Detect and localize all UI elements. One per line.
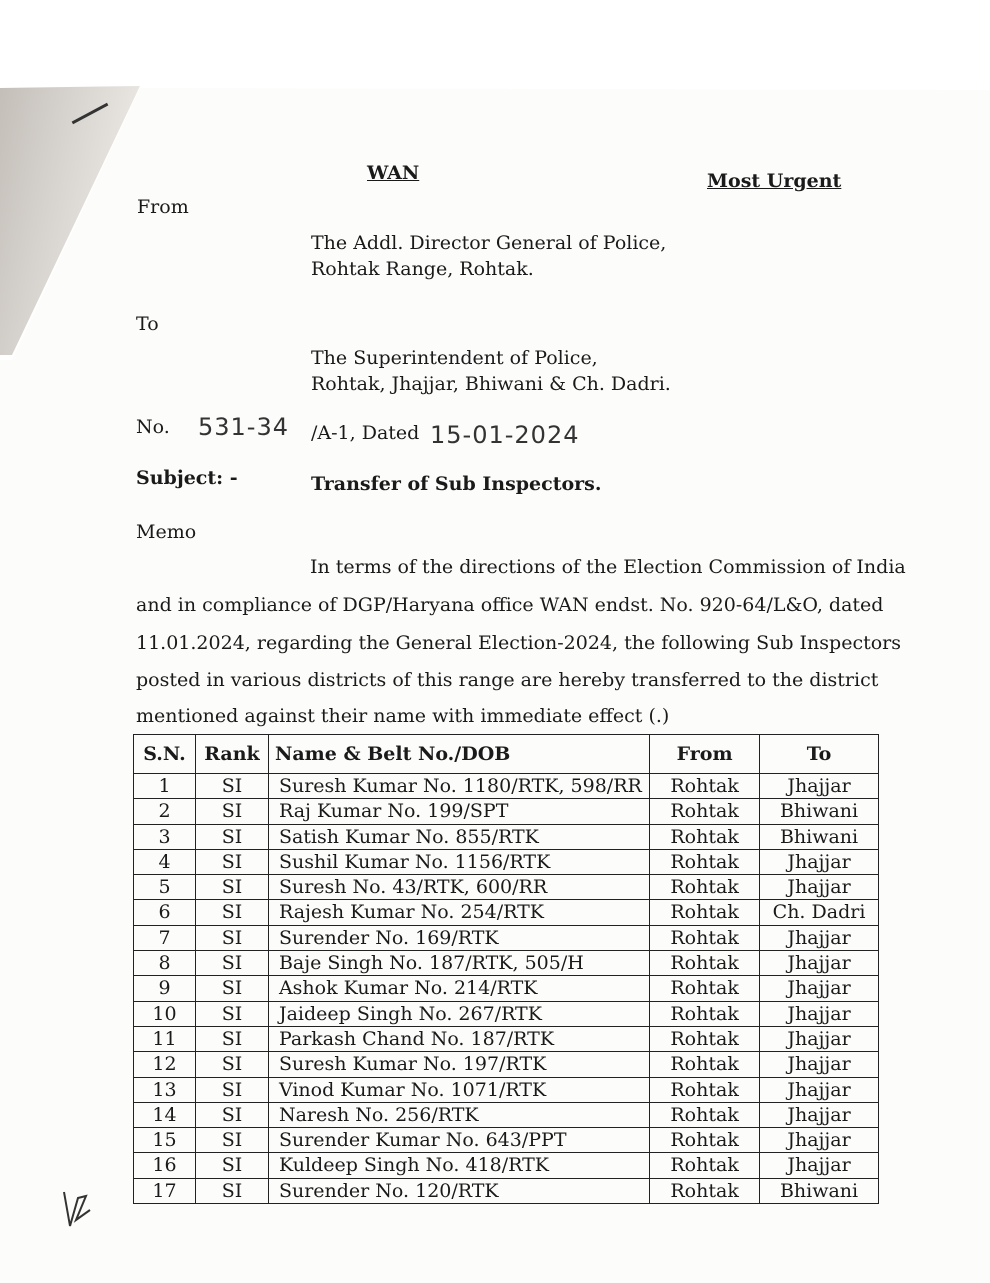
- priority-heading: Most Urgent: [707, 170, 842, 192]
- cell-to: Jhajjar: [760, 1052, 879, 1077]
- cell-name-belt: Surender Kumar No. 643/PPT: [268, 1128, 649, 1153]
- cell-from: Rohtak: [650, 1077, 760, 1102]
- cell-sn: 2: [134, 799, 196, 824]
- table-row: [134, 849, 879, 874]
- cell-name-belt: Satish Kumar No. 855/RTK: [268, 824, 649, 849]
- cell-to: Jhajjar: [760, 976, 879, 1001]
- cell-rank: SI: [195, 799, 268, 824]
- memo-line: mentioned against their name with immediate effect (.): [136, 705, 670, 727]
- cell-name-belt: Surender No. 120/RTK: [268, 1178, 649, 1203]
- table-row: [134, 1077, 879, 1102]
- cell-from: Rohtak: [650, 1178, 760, 1203]
- cell-from: Rohtak: [650, 951, 760, 976]
- cell-to: Bhiwani: [760, 824, 879, 849]
- to-line-1: The Superintendent of Police,: [311, 347, 598, 369]
- table-row: [134, 1052, 879, 1077]
- cell-to: Bhiwani: [760, 1178, 879, 1203]
- cell-rank: SI: [195, 1178, 268, 1203]
- initials-scribble: [56, 1188, 96, 1238]
- reference-label: No.: [136, 416, 170, 438]
- table-row: [134, 1001, 879, 1026]
- subject-text: Transfer of Sub Inspectors.: [311, 473, 602, 495]
- cell-sn: 13: [134, 1077, 196, 1102]
- cell-to: Bhiwani: [760, 799, 879, 824]
- cell-to: Ch. Dadri: [760, 900, 879, 925]
- subject-label: Subject: -: [136, 467, 238, 489]
- table-header-row: [134, 735, 879, 774]
- table-row: [134, 875, 879, 900]
- cell-name-belt: Baje Singh No. 187/RTK, 505/H: [268, 951, 649, 976]
- header-rank: Rank: [195, 735, 268, 774]
- cell-sn: 9: [134, 976, 196, 1001]
- table-row: [134, 925, 879, 950]
- from-line-2: Rohtak Range, Rohtak.: [311, 258, 534, 280]
- cell-name-belt: Suresh No. 43/RTK, 600/RR: [268, 875, 649, 900]
- cell-rank: SI: [195, 875, 268, 900]
- table-row: [134, 1102, 879, 1127]
- table-row: [134, 774, 879, 799]
- cell-from: Rohtak: [650, 1052, 760, 1077]
- cell-sn: 5: [134, 875, 196, 900]
- cell-from: Rohtak: [650, 925, 760, 950]
- cell-sn: 14: [134, 1102, 196, 1127]
- cell-name-belt: Parkash Chand No. 187/RTK: [268, 1026, 649, 1051]
- cell-to: Jhajjar: [760, 1026, 879, 1051]
- cell-rank: SI: [195, 824, 268, 849]
- cell-rank: SI: [195, 1026, 268, 1051]
- cell-to: Jhajjar: [760, 774, 879, 799]
- cell-to: Jhajjar: [760, 925, 879, 950]
- cell-rank: SI: [195, 1077, 268, 1102]
- header-sn: S.N.: [134, 735, 196, 774]
- cell-sn: 8: [134, 951, 196, 976]
- reference-number-handwritten: 531-34: [198, 413, 290, 441]
- cell-sn: 15: [134, 1128, 196, 1153]
- cell-rank: SI: [195, 1128, 268, 1153]
- cell-from: Rohtak: [650, 1128, 760, 1153]
- table-row: [134, 1153, 879, 1178]
- cell-name-belt: Naresh No. 256/RTK: [268, 1102, 649, 1127]
- table-row: [134, 1178, 879, 1203]
- table-row: [134, 900, 879, 925]
- cell-rank: SI: [195, 900, 268, 925]
- cell-name-belt: Suresh Kumar No. 1180/RTK, 598/RR: [268, 774, 649, 799]
- cell-sn: 16: [134, 1153, 196, 1178]
- cell-rank: SI: [195, 1153, 268, 1178]
- cell-rank: SI: [195, 1052, 268, 1077]
- cell-name-belt: Rajesh Kumar No. 254/RTK: [268, 900, 649, 925]
- cell-sn: 12: [134, 1052, 196, 1077]
- cell-sn: 3: [134, 824, 196, 849]
- cell-name-belt: Kuldeep Singh No. 418/RTK: [268, 1153, 649, 1178]
- cell-from: Rohtak: [650, 799, 760, 824]
- reference-date-handwritten: 15-01-2024: [430, 421, 580, 449]
- cell-from: Rohtak: [650, 1001, 760, 1026]
- to-label: To: [136, 313, 159, 335]
- memo-line: and in compliance of DGP/Haryana office WAN endst. No. 920-64/L&O, dated: [136, 594, 884, 616]
- from-label: From: [137, 196, 189, 218]
- cell-from: Rohtak: [650, 976, 760, 1001]
- cell-from: Rohtak: [650, 1153, 760, 1178]
- memo-label: Memo: [136, 521, 197, 543]
- cell-sn: 10: [134, 1001, 196, 1026]
- cell-to: Jhajjar: [760, 849, 879, 874]
- reference-suffix: /A-1, Dated: [311, 422, 420, 444]
- table-row: [134, 1026, 879, 1051]
- cell-rank: SI: [195, 1001, 268, 1026]
- cell-rank: SI: [195, 774, 268, 799]
- cell-rank: SI: [195, 951, 268, 976]
- cell-to: Jhajjar: [760, 1153, 879, 1178]
- header-name: Name & Belt No./DOB: [268, 735, 649, 774]
- table-row: [134, 1128, 879, 1153]
- from-line-1: The Addl. Director General of Police,: [311, 232, 667, 254]
- cell-to: Jhajjar: [760, 1001, 879, 1026]
- header-from: From: [650, 735, 760, 774]
- cell-name-belt: Jaideep Singh No. 267/RTK: [268, 1001, 649, 1026]
- cell-from: Rohtak: [650, 849, 760, 874]
- cell-name-belt: Raj Kumar No. 199/SPT: [268, 799, 649, 824]
- cell-to: Jhajjar: [760, 1102, 879, 1127]
- cell-sn: 7: [134, 925, 196, 950]
- table-row: [134, 951, 879, 976]
- cell-from: Rohtak: [650, 900, 760, 925]
- cell-name-belt: Suresh Kumar No. 197/RTK: [268, 1052, 649, 1077]
- cell-sn: 11: [134, 1026, 196, 1051]
- header-to: To: [760, 735, 879, 774]
- cell-from: Rohtak: [650, 824, 760, 849]
- cell-from: Rohtak: [650, 875, 760, 900]
- memo-line: In terms of the directions of the Election Commission of India: [310, 556, 906, 578]
- cell-from: Rohtak: [650, 774, 760, 799]
- table-row: [134, 824, 879, 849]
- table-row: [134, 976, 879, 1001]
- wan-heading: WAN: [367, 162, 420, 184]
- cell-name-belt: Ashok Kumar No. 214/RTK: [268, 976, 649, 1001]
- cell-from: Rohtak: [650, 1026, 760, 1051]
- transfer-table: [133, 734, 879, 1204]
- cell-rank: SI: [195, 976, 268, 1001]
- cell-sn: 17: [134, 1178, 196, 1203]
- cell-to: Jhajjar: [760, 875, 879, 900]
- cell-name-belt: Sushil Kumar No. 1156/RTK: [268, 849, 649, 874]
- cell-to: Jhajjar: [760, 1077, 879, 1102]
- cell-name-belt: Vinod Kumar No. 1071/RTK: [268, 1077, 649, 1102]
- memo-line: posted in various districts of this range are hereby transferred to the district: [136, 669, 879, 691]
- cell-to: Jhajjar: [760, 1128, 879, 1153]
- cell-rank: SI: [195, 925, 268, 950]
- memo-line: 11.01.2024, regarding the General Election-2024, the following Sub Inspectors: [136, 632, 902, 654]
- cell-sn: 1: [134, 774, 196, 799]
- to-line-2: Rohtak, Jhajjar, Bhiwani & Ch. Dadri.: [311, 373, 671, 395]
- cell-rank: SI: [195, 849, 268, 874]
- cell-to: Jhajjar: [760, 951, 879, 976]
- cell-sn: 4: [134, 849, 196, 874]
- cell-rank: SI: [195, 1102, 268, 1127]
- cell-name-belt: Surender No. 169/RTK: [268, 925, 649, 950]
- cell-sn: 6: [134, 900, 196, 925]
- table-row: [134, 799, 879, 824]
- cell-from: Rohtak: [650, 1102, 760, 1127]
